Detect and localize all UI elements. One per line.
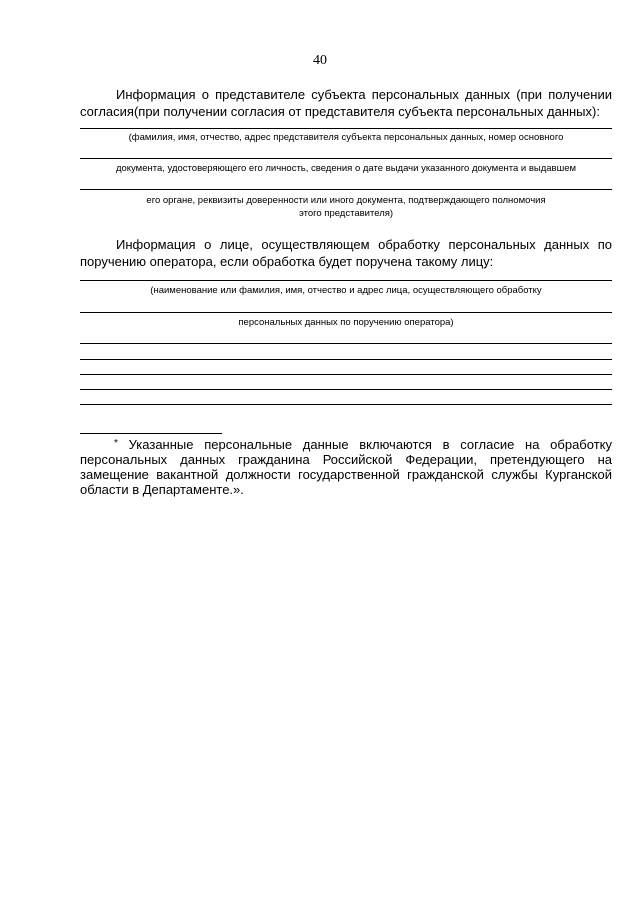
processor-info-intro: Информация о лице, осуществляющем обработку персональных данных по поручению оператора, если обработка будет поручена такому лицу: xyxy=(80,237,612,269)
fill-line xyxy=(80,312,612,313)
footnote xyxy=(80,436,612,497)
fill-line xyxy=(80,158,612,159)
fill-line xyxy=(80,189,612,190)
fill-line xyxy=(80,404,612,405)
footnote-separator xyxy=(80,433,222,434)
representative-caption-3: его органе, реквизиты доверенности или иного документа, подтверждающего полномочия этого представителя) xyxy=(146,195,546,219)
processor-caption-1: (наименование или фамилия, имя, отчество и адрес лица, осуществляющего обработку xyxy=(150,285,542,296)
footnote-text: Указанные персональные данные включаются в согласие на обработку персональных данных гражданина Российской Федерации, претендующего на замещение вакантной должности государственной гражданской службы Курганской области в Департаменте.». xyxy=(80,437,612,497)
representative-info-intro: Информация о представителе субъекта персональных данных (при получении согласия(при получении согласия от представителя субъекта персональных данных): xyxy=(80,87,612,119)
representative-caption-1: (фамилия, имя, отчество, адрес представителя субъекта персональных данных, номер основного xyxy=(128,132,564,143)
processor-caption-2: персональных данных по поручению оператора) xyxy=(238,317,454,328)
fill-line xyxy=(80,280,612,281)
fill-line xyxy=(80,343,612,344)
representative-caption-2: документа, удостоверяющего его личность, сведения о дате выдачи указанного документа и выдавшем xyxy=(115,163,577,174)
fill-line xyxy=(80,389,612,390)
fill-line xyxy=(80,374,612,375)
page-number: 40 xyxy=(313,53,327,68)
fill-line xyxy=(80,128,612,129)
footnote-marker: * xyxy=(114,438,118,449)
fill-line xyxy=(80,359,612,360)
